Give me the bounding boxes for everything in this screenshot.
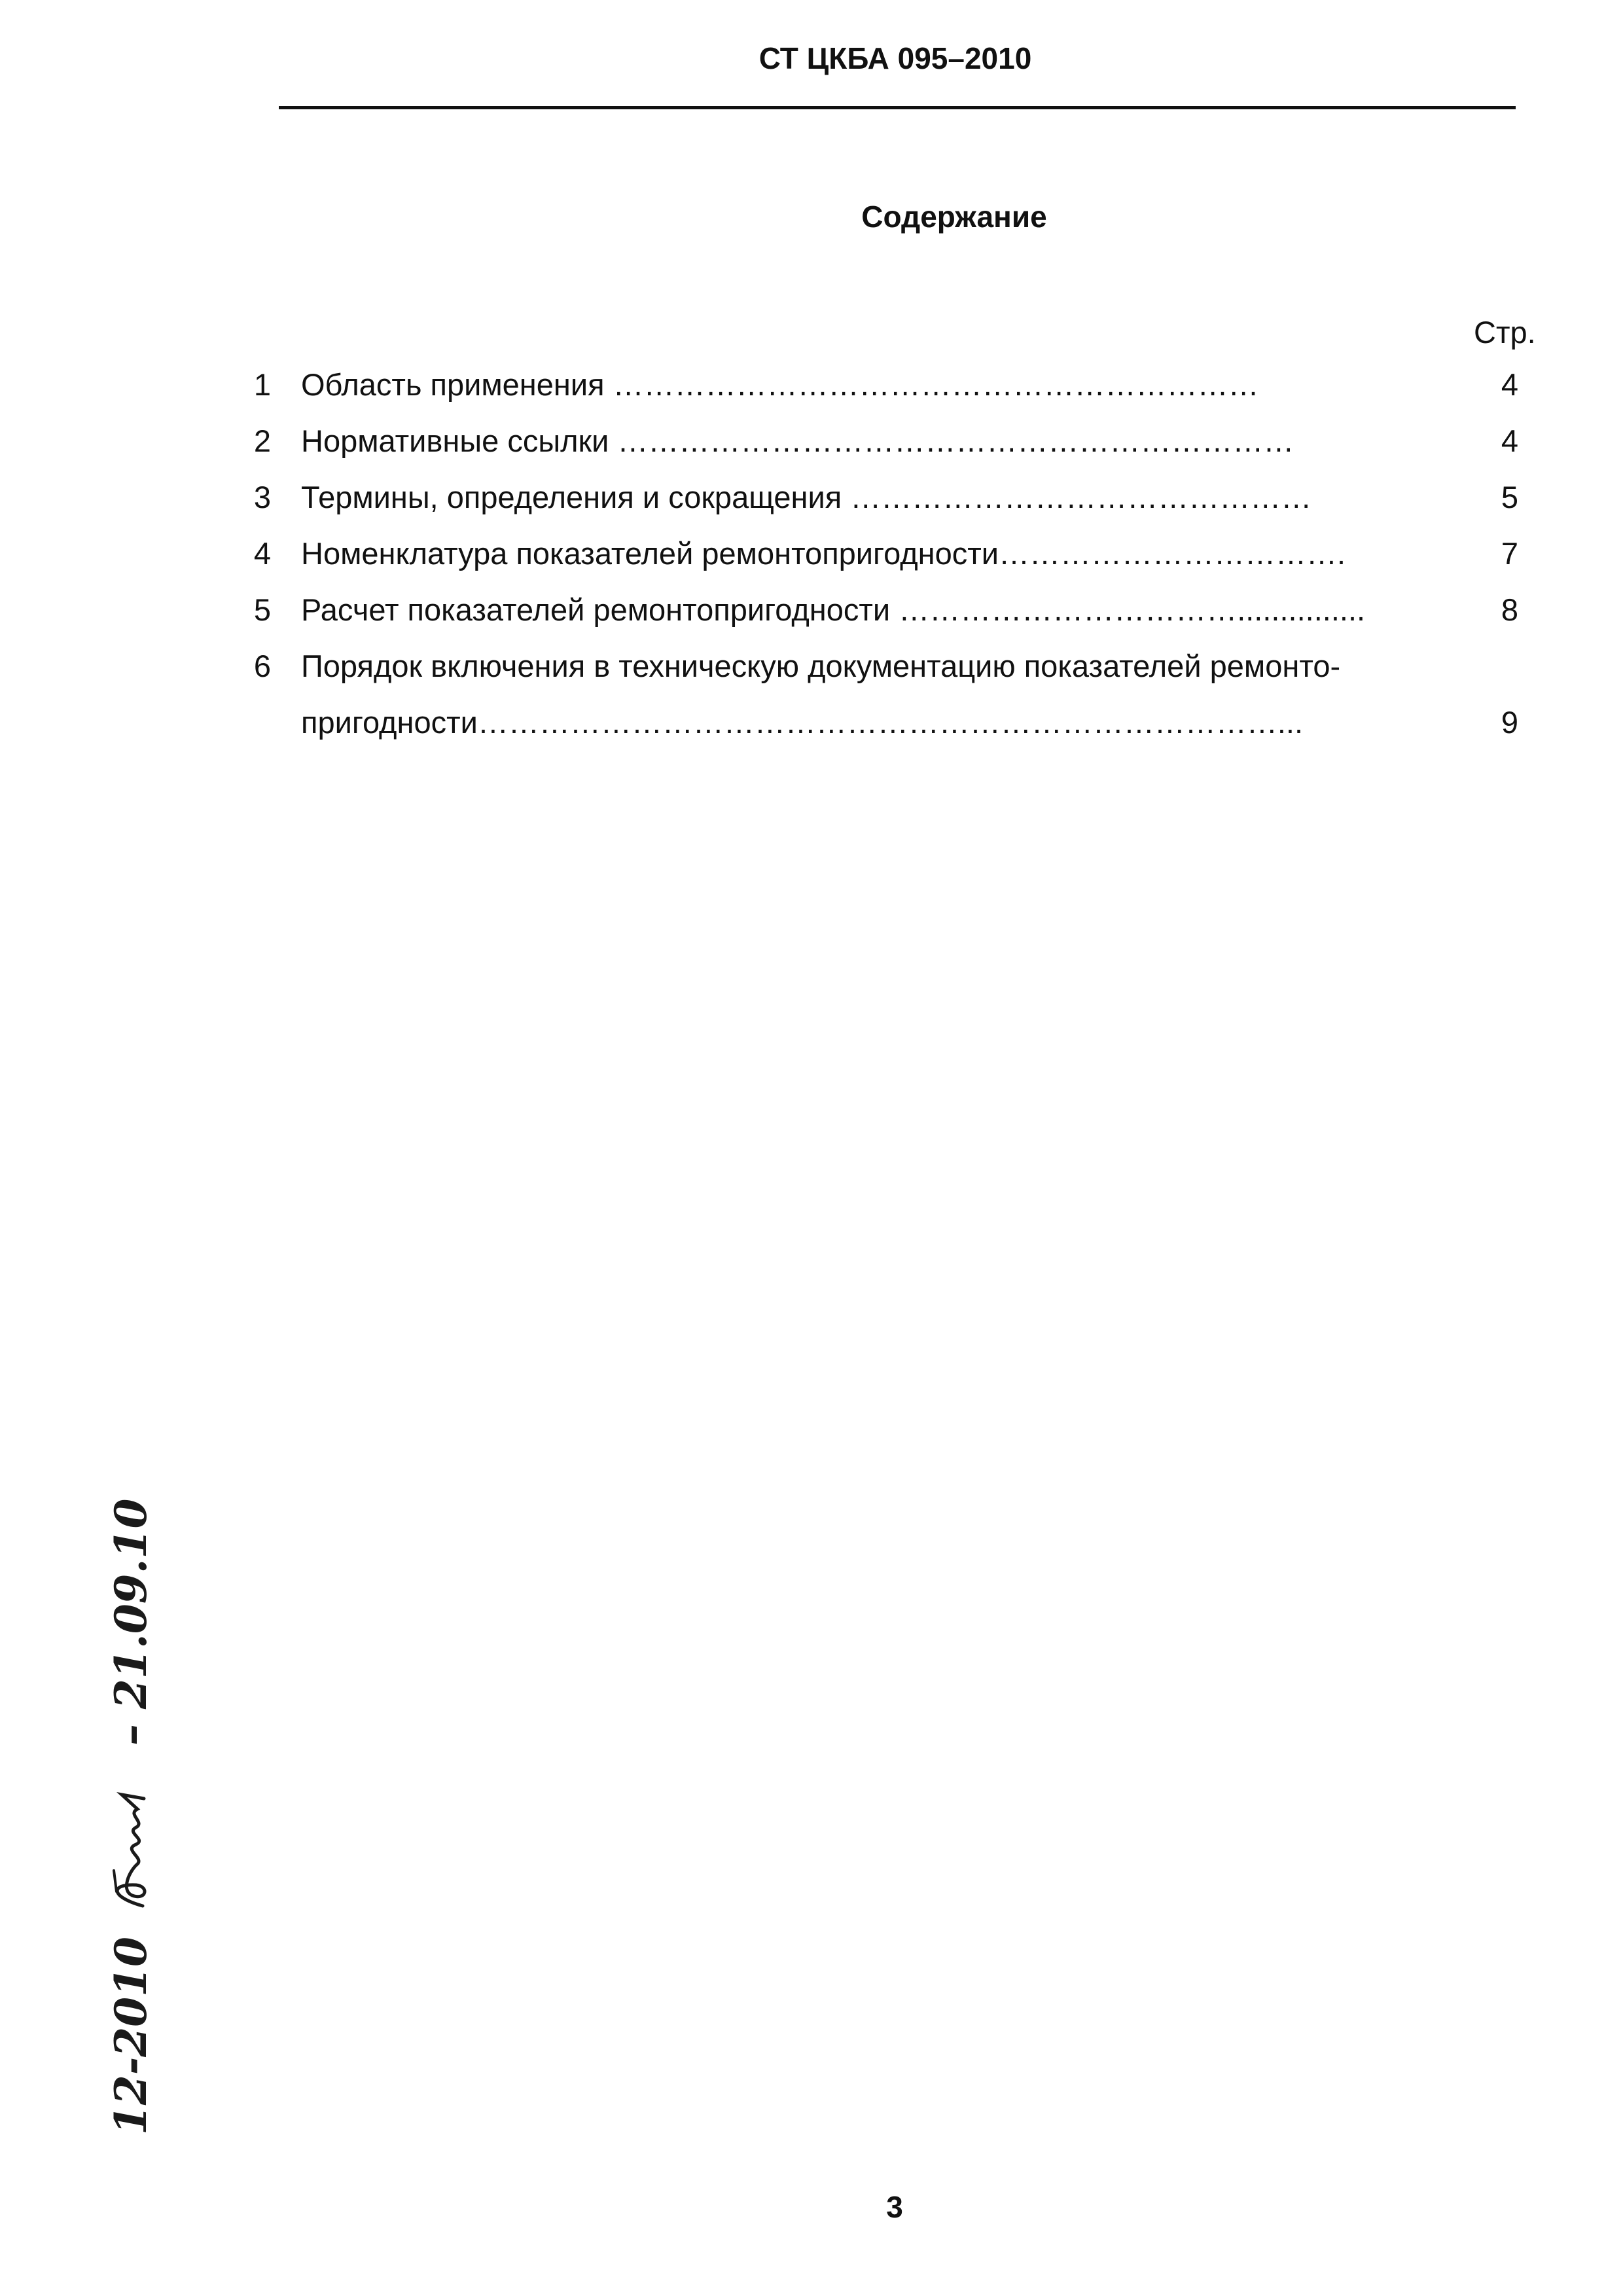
page-number-text: 3 [886,2190,903,2224]
toc-entry[interactable] [249,592,1518,648]
toc-entry-title: Номенклатура показателей ремонтопригодности……………………………. [301,536,1346,571]
document-code-header [0,41,1623,76]
registration-date: 21.09.10 [105,1498,156,1710]
toc-entry-continuation[interactable] [249,704,1518,761]
toc-entry-page: 4 [1501,367,1518,402]
toc-entry-title: Область применения ……………………………………………………… [301,367,1259,402]
page-column-label: Стр. [1474,315,1536,350]
registration-number: 12-2010 [105,1937,156,2135]
toc-entry[interactable] [249,367,1518,423]
table-of-contents [249,367,1518,761]
toc-entry[interactable] [249,648,1518,704]
toc-entry[interactable] [249,479,1518,535]
signature-icon [103,1772,166,1910]
toc-entry-page: 8 [1501,592,1518,627]
toc-entry-number: 5 [253,592,271,627]
toc-entry-title: Термины, определения и сокращения ……………………………………… [301,480,1312,514]
toc-entry-number: 4 [253,536,271,571]
handwritten-registration-note [103,1499,166,2135]
toc-entry-number: 2 [253,423,271,458]
toc-entry[interactable] [249,423,1518,479]
toc-entry-title: Порядок включения в техническую документацию показателей ремонто- [301,649,1341,683]
toc-entry-page: 9 [1501,705,1518,740]
header-rule [279,106,1516,109]
contents-title-text: Содержание [861,200,1047,234]
toc-entry-title: Нормативные ссылки ………………………………………………………… [301,423,1294,458]
contents-title [0,199,1623,234]
toc-entry[interactable] [249,535,1518,592]
toc-entry-title: Расчет показателей ремонтопригодности ……………………………............... [301,592,1366,627]
registration-dash: – [105,1724,156,1746]
toc-entry-page: 4 [1501,423,1518,458]
toc-entry-title: пригодности……………………………………………………………………... [301,705,1304,740]
toc-entry-number: 6 [253,649,271,683]
toc-entry-page: 5 [1501,480,1518,514]
toc-entry-number: 1 [253,367,271,402]
page-number [0,2189,1623,2225]
toc-entry-number: 3 [253,480,271,514]
toc-entry-page: 7 [1501,536,1518,571]
document-code: СТ ЦКБА 095–2010 [758,41,1032,75]
